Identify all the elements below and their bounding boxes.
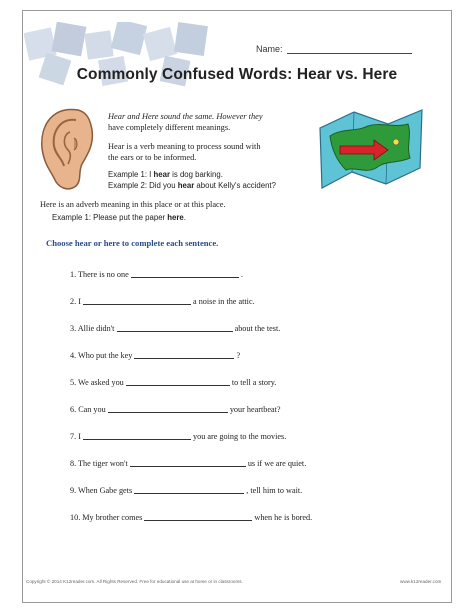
question-text: 3. Allie didn't	[70, 324, 117, 333]
question-10	[70, 512, 312, 522]
question-text-end: ?	[234, 351, 241, 360]
hear-definition-line-1: Hear is a verb meaning to process sound with	[108, 142, 261, 151]
question-text: 7. I	[70, 432, 83, 441]
answer-blank[interactable]	[117, 323, 233, 332]
question-text: 8. The tiger won't	[70, 459, 130, 468]
answer-blank[interactable]	[126, 377, 230, 386]
answer-blank[interactable]	[130, 458, 246, 467]
question-text: 4. Who put the key	[70, 351, 135, 360]
question-text-end: .	[238, 270, 243, 279]
intro-paragraph	[108, 111, 313, 133]
question-text-end: about the test.	[232, 324, 281, 333]
question-text: 9. When Gabe gets	[70, 486, 135, 495]
answer-blank[interactable]	[131, 269, 239, 278]
name-label: Name:	[256, 44, 283, 54]
name-field[interactable]	[256, 44, 412, 54]
site-link[interactable]: www.k12reader.com	[400, 579, 442, 584]
hear-example-1: Example 1: I hear is dog barking.	[108, 170, 223, 179]
name-line[interactable]	[287, 44, 412, 54]
answer-blank[interactable]	[83, 296, 191, 305]
question-5	[70, 377, 276, 387]
question-8	[70, 458, 306, 468]
answer-blank[interactable]	[134, 350, 234, 359]
question-3	[70, 323, 280, 333]
ear-icon	[34, 104, 100, 194]
question-1	[70, 269, 243, 279]
here-example-1: Example 1: Please put the paper here.	[52, 213, 186, 222]
question-text-end: us if we are quiet.	[245, 459, 307, 468]
page-title: Commonly Confused Words: Hear vs. Here	[76, 66, 398, 83]
question-7	[70, 431, 286, 441]
question-9	[70, 485, 302, 495]
question-text: 1. There is no one	[70, 270, 131, 279]
here-definition: Here is an adverb meaning in this place or at this place.	[40, 200, 226, 209]
question-text: 10. My brother comes	[70, 513, 145, 522]
question-6	[70, 404, 281, 414]
question-text-end: , tell him to wait.	[244, 486, 303, 495]
intro-line-1: Hear and Here sound the same. However they	[108, 112, 263, 121]
answer-blank[interactable]	[108, 404, 228, 413]
intro-line-2: have completely different meanings.	[108, 123, 231, 132]
question-text-end: to tell a story.	[229, 378, 277, 387]
hear-definition	[108, 141, 313, 163]
question-text-end: a noise in the attic.	[190, 297, 255, 306]
copyright-notice: Copyright © 2014 K12reader.com. All Rights Reserved. Free for educational use at home or in classrooms.	[26, 579, 243, 584]
question-text: 6. Can you	[70, 405, 108, 414]
question-text-end: your heartbeat?	[227, 405, 281, 414]
answer-blank[interactable]	[83, 431, 191, 440]
question-4	[70, 350, 240, 360]
question-text: 5. We asked you	[70, 378, 126, 387]
question-text: 2. I	[70, 297, 83, 306]
answer-blank[interactable]	[134, 485, 244, 494]
question-2	[70, 296, 255, 306]
instruction: Choose hear or here to complete each sentence.	[46, 238, 219, 248]
answer-blank[interactable]	[144, 512, 252, 521]
question-text-end: you are going to the movies.	[190, 432, 287, 441]
hear-example-2: Example 2: Did you hear about Kelly's accident?	[108, 181, 276, 190]
hear-definition-line-2: the ears or to be informed.	[108, 153, 197, 162]
map-icon	[316, 106, 426, 192]
question-text-end: when he is bored.	[252, 513, 313, 522]
